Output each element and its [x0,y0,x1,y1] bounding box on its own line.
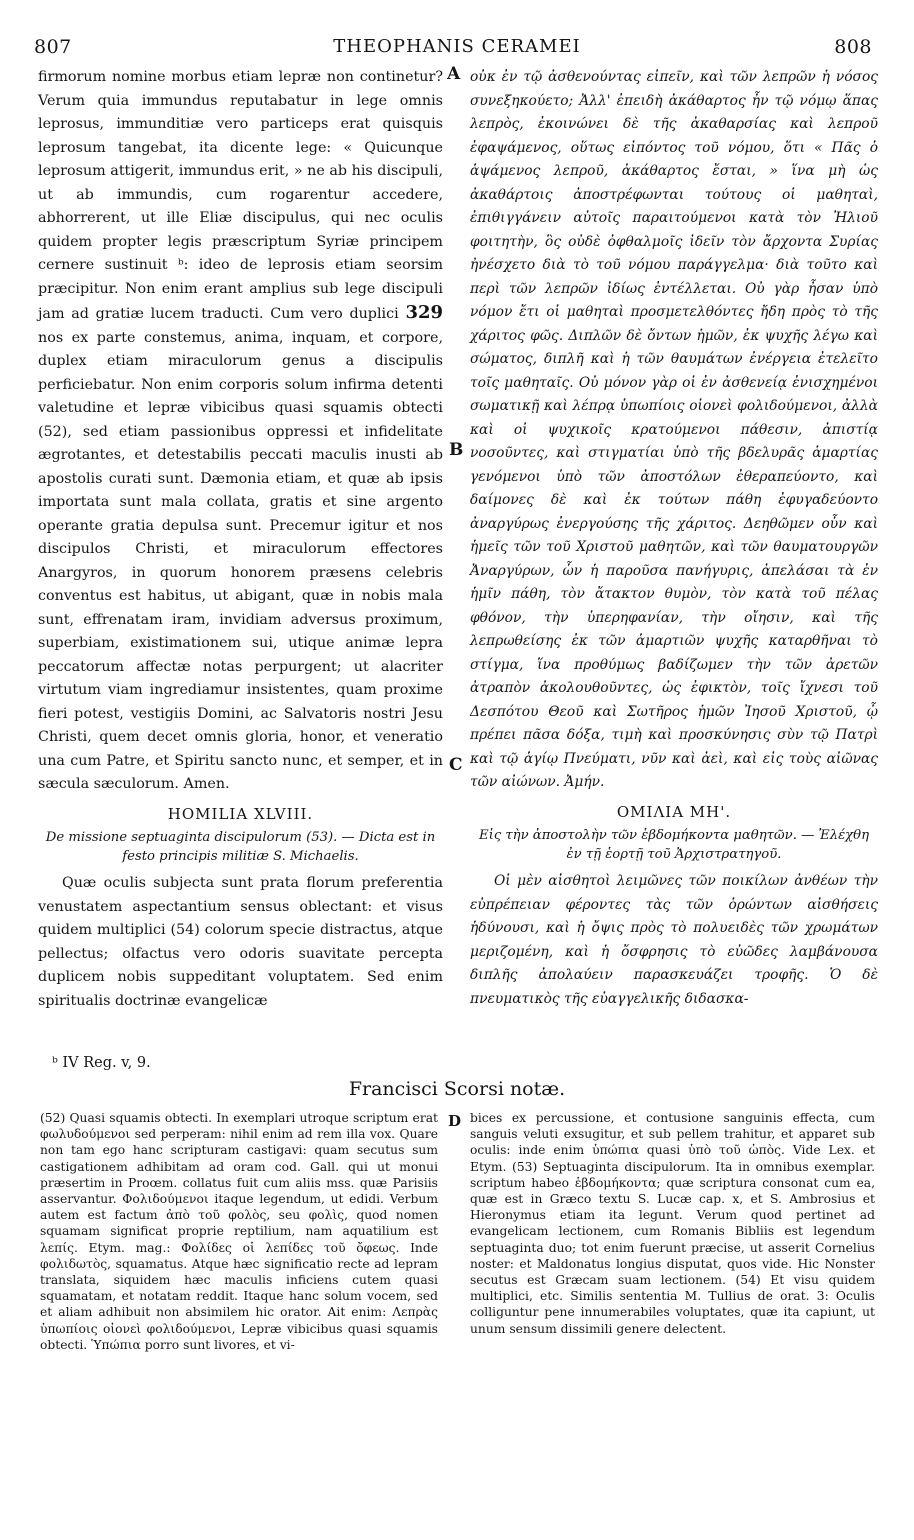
footnote: ᵇ IV Reg. v, 9. [52,1055,151,1071]
latin-homily-title: HOMILIA XLVIII. [167,804,314,823]
notes-title: Francisci Scorsi notæ. [348,1078,566,1100]
section-marker-c: C [449,755,463,775]
notes-left-column [40,1110,438,1353]
section-marker-b: B [449,440,464,460]
section-marker-d: D [448,1112,462,1130]
latin-homily-subtitle: De missione septuaginta discipulorum (53). — Dicta est in festo principis militiæ S. Michaelis. [45,830,436,864]
greek-homily-subtitle: Εἰς τὴν ἀποστολὴν τῶν ἑβδομήκοντα μαθητῶν. — Ἐλέχθη ἐν τῇ ἑορτῇ τοῦ Ἀρχιστρατηγοῦ. [479,828,869,862]
notes-right-text: bices ex percussione, et contusione sanguinis effecta, cum sanguis veluti exsugitur, et sub pellem trahitur, et apparet sub oculis: inde enim ὑπώπια quasi ὑπὸ τοῦ ὠπὸς. Vide Lex. et Etym. (53) Septuaginta discipulorum. Ita in omnibus exemplar. scriptum habeo ἑβδομήκοντα; quæ scriptura consonat cum ea, quæ est in Græco textu S. Lucæ cap. x, et S. Ambrosius et Hieronymus etiam ita legunt. Verum quod pertinet ad evangelicam lectionem, cum Romanis Bibliis est legendum septuaginta duo; tot enim fuerunt præcise, ut asserit Cornelius noster: et Maldonatus longius disputat, quos vide. Hic Nonster secutus est Græcam suam lectionem. (54) Et visu quidem multiplici, etc. Similis sententia M. Tullius de orat. 3: Oculis colliguntur pene innumerabiles voluptates, quæ ita capiunt, ut unum sensum dissimili genere delectent. [470,1111,875,1336]
latin-paragraph-1 [38,66,443,797]
page-number-left: 807 [34,36,72,58]
greek-paragraph-2: Οἱ μὲν αἰσθητοὶ λειμῶνες τῶν ποικίλων ἀνθέων τὴν εὐπρέπειαν φέροντες τὰς τῶν ὁρώντων αἰσθήσεις ἡδύνουσι, καὶ ἡ ὄψις πρὸς τὸ πολυειδὲς τῶν χρωμάτων μεριζομένη, καὶ ἡ ὄσφρησις τὸ εὐῶδες λαμβάνουσα διπλῆς ἀπολαύειν παρασκευάζει τροφῆς. Ὁ δὲ πνευματικὸς τῆς εὐαγγελικῆς διδασκα- [470,873,878,1007]
notes-right-column [470,1110,875,1337]
page-number-right: 808 [834,36,872,58]
section-marker-a: A [447,64,461,84]
latin-text-part-1: firmorum nomine morbus etiam lepræ non continetur? Verum quia immundus reputabatur in lege omnis leprosus, immunditiæ vero particeps erat quisquis leprosum tangebat, ita dicente lege: « Quicunque leprosum attigerit, immundus erit, » ne ab his discipuli, ut ab immundis, cum rogarentur accedere, abhorrerent, ut ille Eliæ discipulus, qui nec oculis quidem propter legis præscriptum Syriæ principem cernere sustinuit ᵇ: ideo de leprosis etiam seorsim præcipitur. Non enim erant amplius sub lege discipuli jam ad gratiæ lucem traducti. Cum vero duplici [38,69,443,322]
running-title: THEOPHANIS CERAMEI [333,36,581,57]
greek-paragraph-1: οὐκ ἐν τῷ ἀσθενούντας εἰπεῖν, καὶ τῶν λεπρῶν ἡ νόσος συνεξηκούετο; Ἀλλ' ἐπειδὴ ἀκάθαρτος ἦν τῷ νόμῳ ἅπας λεπρὸς, ἐκοινώνει δὲ τῆς ἀκαθαρσίας καὶ λεπροῦ ἐφαψάμενος, οὕτως εἰπόντος τοῦ νόμου, ὅτι « Πᾶς ὁ ἁψάμενος λεπροῦ, ἀκάθαρτος ἔσται, » ἵνα μὴ ὡς ἀκαθάρτοις ἀποστρέφωνται τούτους οἱ μαθηταὶ, ἐπιθιγγάνειν αὐτοῖς παραιτούμενοι κατὰ τὸν Ἠλιοῦ φοιτητὴν, ὃς οὐδὲ ὀφθαλμοῖς ἰδεῖν τὸν ἄρχοντα Συρίας ἠνέσχετο διὰ τὸ τοῦ νόμου παράγγελμα· διὰ τοῦτο καὶ περὶ τῶν λεπρῶν ἰδίως ἐντέλλεται. Οὐ γὰρ ἦσαν ὑπὸ νόμον ἔτι οἱ μαθηταὶ προσμετελθόντες ἤδη πρὸς τὸ τῆς χάριτος φῶς. Διπλῶν δὲ ὄντων ἡμῶν, ἐκ ψυχῆς λέγω καὶ σώματος, διπλῆ καὶ ἡ τῶν θαυμάτων ἐνέργεια ἐτελεῖτο τοῖς μαθηταῖς. Οὐ μόνον γὰρ οἱ ἐν ἀσθενείᾳ ἐνισχημένοι σωματικῇ καὶ λέπρᾳ ὑπωπίοις οἱονεὶ φολιδούμενοι, ἀλλὰ καὶ οἱ ψυχικοῖς κρατούμενοι πάθεσιν, ἀπιστίᾳ νοσοῦντες, καὶ στιγματίαι ὑπὸ τῆς βδελυρᾶς ἁμαρτίας γενόμενοι ὑπὸ τῶν ἀποστόλων ἐθεραπεύοντο, καὶ δαίμονες δὲ καὶ ἐκ τούτων πάθη ἐφυγαδεύοντο ἀναργύρως ἐνεργούσης τῆς χάριτος. Δεηθῶμεν οὖν καὶ ἡμεῖς τῶν τοῦ Χριστοῦ μαθητῶν, καὶ τῶν θαυματουργῶν Ἀναργύρων, ὧν ἡ παροῦσα πανήγυρις, ἀπελάσαι τὰ ἐν ἡμῖν πάθη, τὸν ἄτακτον θυμὸν, τὸν κατὰ τοῦ πέλας φθόνον, τὴν ὑπερηφανίαν, τὴν οἴησιν, καὶ τῆς λεπρωθείσης ἐκ τῶν ἁμαρτιῶν ψυχῆς καταρθῆναι τὸ στίγμα, ἵνα προθύμως βαδίζωμεν τὴν τῶν ἀρετῶν ἀτραπὸν ἀκολουθοῦντες, ὡς ἐφικτὸν, τοῖς ἴχνεσι τοῦ Δεσπότου Θεοῦ καὶ Σωτῆρος ἡμῶν Ἰησοῦ Χριστοῦ, ᾧ πρέπει πᾶσα δόξα, τιμὴ καὶ προσκύνησις σὺν τῷ Πατρὶ καὶ τῷ ἁγίῳ Πνεύματι, νῦν καὶ ἀεὶ, καὶ εἰς τοὺς αἰῶνας τῶν αἰώνων. Ἀμήν. [470,69,878,790]
greek-column [470,66,878,1011]
notes-left-text: (52) Quasi squamis obtecti. In exemplari utroque scriptum erat φωλυδούμενοι sed perperam: nihil enim ad rem illa vox. Quare non tam ego hanc scripturam castigavi: quam secutus sum castigationem adhibitam ad oram cod. Gall. qui ut monui præsertim in Proœm. collatus fuit cum aliis mss. quæ Parisiis asservantur. Φολιδούμενοι itaque legendum, ut edidi. Verbum autem est factum ἀπὸ τοῦ φολὸς, seu φολὶς, quod nomen squamam significat proprie reptilium, nam aquatilium est λεπίς. Etym. mag.: Φολίδες οἱ λεπίδες τοῦ ὄφεως. Inde φολιδωτὸς, squamatus. Atque hæc significatio recte ad lepram translata, siquidem hæc maculis inficiens cutem quasi squamatam, et notatam reddit. Itaque hanc solum vocem, sed et aliam adhibuit non absimilem hic orator. Ait enim: Λεπρὰς ὑπωπίοις οἱονεὶ φολιδούμενοι, Lepræ vibicibus quasi squamis obtecti. Ὑπώπια porro sunt livores, et vi- [40,1111,438,1352]
column-number: 329 [405,302,444,323]
latin-text-part-2: nos ex parte constemus, anima, inquam, et corpore, duplex etiam miraculorum genus a discipulis perficiebatur. Non enim corporis solum infirma detenti valetudine et lepræ vibicibus quasi squamis obtecti (52), sed etiam passionibus oppressi et infidelitate ægrotantes, et detestabilis peccati maculis inusti ab apostolis curati sunt. Dæmonia etiam, et quæ ab ipsis importata sunt mala collata, gratis et sine argento operante gratia depulsa sunt. Precemur igitur et nos discipulos Christi, et miraculorum effectores Anargyros, in quorum honorem præsens celebris conventus est habitus, ut abigant, quæ in nobis mala sunt, effrenatam iram, invidiam adversus proximum, superbiam, existimationem sui, utique animæ lepra peccatorum affectæ notas perpurgent; ut alacriter virtutum viam ingrediamur insistentes, quam proxime fieri potest, vestigiis Domini, ac Salvatoris nostri Jesu Christi, quem decet omnis gloria, honor, et veneratio una cum Patre, et Spiritu sancto nunc, et semper, et in sæcula sæculorum. Amen. [38,329,443,792]
latin-column [38,66,443,1013]
latin-paragraph-2: Quæ oculis subjecta sunt prata florum preferentia venustatem aspectantium sensus oblectant: et visus quidem multiplici (54) colorum specie distractus, atque pellectus; olfactus vero odoris suavitate percepta duplicem nobis suppeditant voluptatem. Sed enim spiritualis doctrinæ evangelicæ [38,875,443,1009]
greek-homily-title: ΟΜΙΛΙΑ ΜΗ'. [616,802,732,821]
